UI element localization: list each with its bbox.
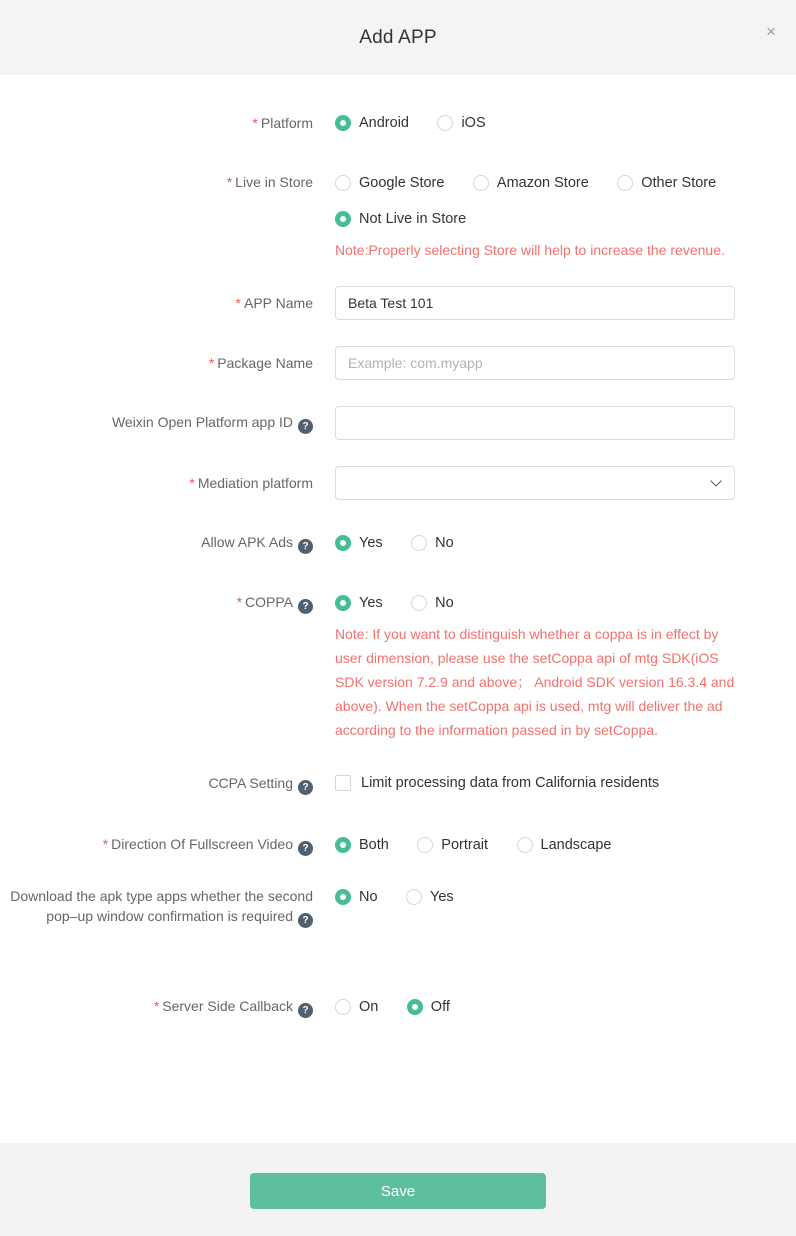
platform-option-android[interactable] — [335, 112, 409, 134]
radio-icon — [407, 999, 423, 1015]
modal-header — [0, 0, 796, 75]
radio-label: Android — [359, 115, 409, 131]
required-marker: * — [102, 836, 109, 852]
server-callback-help-icon[interactable]: ? — [298, 1003, 313, 1018]
allow-apk-ads-option-no[interactable] — [411, 532, 454, 554]
radio-icon — [335, 175, 351, 191]
coppa-option-no[interactable] — [411, 592, 454, 614]
radio-label: Portrait — [441, 837, 489, 853]
ccpa-checkbox-row[interactable] — [335, 772, 659, 794]
direction-option-landscape[interactable] — [517, 834, 612, 856]
package-name-label-text: Package Name — [217, 355, 313, 371]
radio-label: Not Live in Store — [359, 211, 467, 227]
required-marker: * — [235, 295, 241, 311]
ccpa-control — [335, 772, 735, 796]
radio-icon — [437, 115, 453, 131]
radio-label: Yes — [359, 595, 383, 611]
radio-label: Both — [359, 837, 389, 853]
chevron-down-icon — [710, 475, 721, 486]
package-name-control — [335, 346, 735, 380]
radio-label: Off — [430, 999, 450, 1015]
close-icon[interactable]: × — [766, 22, 776, 41]
weixin-app-id-control — [335, 406, 735, 440]
row-app-name — [0, 286, 796, 320]
radio-label: Yes — [359, 535, 383, 551]
row-allow-apk-ads — [0, 532, 796, 554]
direction-option-portrait[interactable] — [417, 834, 488, 856]
mediation-platform-label-text: Mediation platform — [197, 475, 313, 491]
live-in-store-label-text: Live in Store — [235, 174, 313, 190]
ccpa-checkbox — [335, 775, 351, 791]
package-name-label — [0, 353, 313, 373]
weixin-app-id-input[interactable] — [335, 406, 735, 440]
weixin-app-id-label-text: Weixin Open Platform app ID — [111, 414, 293, 430]
row-live-in-store — [0, 172, 796, 262]
allow-apk-ads-option-yes[interactable] — [335, 532, 383, 554]
server-callback-option-on[interactable] — [335, 996, 378, 1018]
radio-label: Google Store — [359, 175, 445, 191]
apk-confirm-label-text: Download the apk type apps whether the second pop–up window confirmation is required — [10, 888, 313, 924]
allow-apk-ads-label-text: Allow APK Ads — [201, 534, 293, 550]
radio-icon — [411, 595, 427, 611]
coppa-note: Note: If you want to distinguish whether a coppa is in effect by user dimension, please use the setCoppa api of mtg SDK(iOS SDK version 7.2.9 and above； Android SDK version 16.3.4 and above). When the setCoppa api is used, mtg will deliver the ad according to the information passed in by setCoppa. — [335, 626, 735, 738]
allow-apk-ads-help-icon[interactable]: ? — [298, 539, 313, 554]
radio-label: Other Store — [641, 175, 717, 191]
add-app-form — [0, 75, 796, 1143]
radio-label: On — [359, 999, 379, 1015]
coppa-label-text: COPPA — [245, 594, 293, 610]
row-server-callback — [0, 996, 796, 1018]
radio-icon — [335, 837, 351, 853]
coppa-help-icon[interactable]: ? — [298, 599, 313, 614]
coppa-label — [0, 592, 313, 614]
weixin-help-icon[interactable]: ? — [298, 419, 313, 434]
row-coppa — [0, 592, 796, 742]
radio-icon — [335, 115, 351, 131]
radio-label: No — [435, 535, 454, 551]
row-apk-confirm — [0, 886, 796, 928]
fullscreen-direction-help-icon[interactable]: ? — [298, 841, 313, 856]
store-note: Note:Properly selecting Store will help to increase the revenue. — [335, 242, 725, 258]
store-option-amazon-store[interactable] — [473, 172, 589, 194]
apk-confirm-option-yes[interactable] — [406, 886, 454, 908]
platform-option-ios[interactable] — [437, 112, 485, 134]
required-marker: * — [153, 998, 160, 1014]
apk-confirm-label — [0, 886, 313, 928]
server-callback-label-text: Server Side Callback — [162, 998, 293, 1014]
modal-title: Add APP — [359, 26, 437, 48]
radio-icon — [417, 837, 433, 853]
mediation-platform-control — [335, 466, 735, 500]
store-option-not-live-in-store[interactable] — [335, 208, 466, 230]
apk-confirm-options — [335, 886, 735, 908]
row-weixin-app-id — [0, 406, 796, 440]
direction-option-both[interactable] — [335, 834, 389, 856]
apk-confirm-help-icon[interactable]: ? — [298, 913, 313, 928]
radio-icon — [406, 889, 422, 905]
server-callback-option-off[interactable] — [407, 996, 450, 1018]
save-button[interactable]: Save — [250, 1173, 546, 1209]
fullscreen-direction-label — [0, 834, 313, 856]
radio-label: Landscape — [540, 837, 612, 853]
row-fullscreen-direction — [0, 834, 796, 856]
modal-footer — [0, 1143, 796, 1236]
app-name-label-text: APP Name — [244, 295, 313, 311]
coppa-options — [335, 592, 735, 742]
fullscreen-direction-label-text: Direction Of Fullscreen Video — [111, 836, 293, 852]
radio-label: Yes — [430, 889, 454, 905]
package-name-input[interactable] — [335, 346, 735, 380]
server-callback-label — [0, 996, 313, 1018]
live-in-store-options — [335, 172, 735, 262]
mediation-platform-label — [0, 473, 313, 493]
radio-label: No — [359, 889, 378, 905]
store-options-line1 — [335, 172, 735, 194]
store-option-other-store[interactable] — [617, 172, 716, 194]
platform-label-text: Platform — [260, 115, 313, 131]
server-callback-options — [335, 996, 735, 1018]
ccpa-setting-label-text: CCPA Setting — [208, 775, 293, 791]
radio-icon — [335, 211, 351, 227]
weixin-app-id-label — [0, 412, 313, 434]
radio-icon — [335, 595, 351, 611]
coppa-options-line — [335, 592, 735, 614]
ccpa-help-icon[interactable]: ? — [298, 780, 313, 795]
required-marker: * — [236, 594, 243, 610]
row-ccpa-setting — [0, 772, 796, 796]
store-options-line2 — [335, 208, 735, 230]
store-option-google-store[interactable] — [335, 172, 444, 194]
radio-icon — [473, 175, 489, 191]
radio-icon — [517, 837, 533, 853]
app-name-label — [0, 293, 313, 313]
required-marker: * — [189, 475, 195, 491]
radio-label: iOS — [461, 115, 486, 131]
coppa-option-yes[interactable] — [335, 592, 383, 614]
radio-icon — [617, 175, 633, 191]
apk-confirm-option-no[interactable] — [335, 886, 378, 908]
platform-options — [335, 112, 735, 134]
app-name-control — [335, 286, 735, 320]
mediation-platform-select[interactable] — [335, 466, 735, 500]
radio-icon — [411, 535, 427, 551]
row-platform — [0, 112, 796, 134]
allow-apk-ads-options — [335, 532, 735, 554]
live-in-store-label — [0, 172, 313, 192]
radio-icon — [335, 999, 351, 1015]
platform-label — [0, 113, 313, 133]
radio-label: Amazon Store — [496, 175, 589, 191]
radio-label: No — [435, 595, 454, 611]
allow-apk-ads-label — [0, 532, 313, 554]
radio-icon — [335, 889, 351, 905]
radio-icon — [335, 535, 351, 551]
app-name-input[interactable] — [335, 286, 735, 320]
row-package-name — [0, 346, 796, 380]
row-mediation-platform — [0, 466, 796, 500]
required-marker: * — [226, 174, 233, 190]
ccpa-setting-label — [0, 773, 313, 795]
required-marker: * — [208, 355, 215, 371]
fullscreen-direction-options — [335, 834, 735, 856]
ccpa-checkbox-label: Limit processing data from California residents — [361, 775, 660, 791]
required-marker: * — [252, 115, 258, 131]
